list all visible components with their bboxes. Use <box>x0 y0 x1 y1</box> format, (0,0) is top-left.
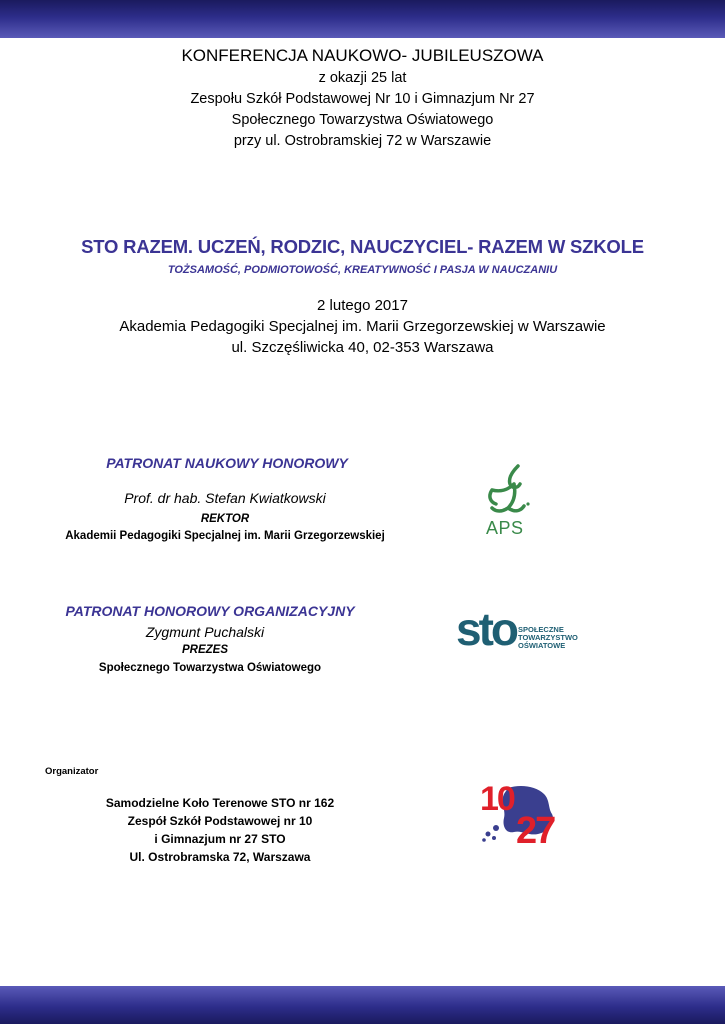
top-band <box>0 0 725 38</box>
scientific-patron-heading: PATRONAT NAUKOWY HONOROWY <box>106 455 348 471</box>
organizer-line-1: Samodzielne Koło Terenowe STO nr 162 <box>105 796 335 810</box>
rector-institution: Akademii Pedagogiki Specjalnej im. Marii Grzegorzewskiej <box>65 530 385 542</box>
street-line: przy ul. Ostrobramskiej 72 w Warszawie <box>233 133 492 149</box>
school-logo <box>478 782 570 852</box>
main-subtitle: TOŻSAMOŚĆ, PODMIOTOWOŚĆ, KREATYWNOŚĆ I PASJA W NAUCZANIU <box>167 264 558 276</box>
sto-logo <box>456 603 581 664</box>
president-name: Zygmunt Puchalski <box>145 624 265 640</box>
main-title: STO RAZEM. UCZEŃ, RODZIC, NAUCZYCIEL- RAZEM W SZKOLE <box>81 236 644 257</box>
organizer-line-2: Zespół Szkół Podstawowej nr 10 <box>127 814 313 828</box>
organizer-label: Organizator <box>45 766 99 777</box>
event-date: 2 lutego 2017 <box>317 297 408 314</box>
event-address: ul. Szczęśliwicka 40, 02-353 Warszawa <box>231 339 494 356</box>
president-institution: Społecznego Towarzystwa Oświatowego <box>98 662 322 674</box>
organizer-line-4: Ul. Ostrobramska 72, Warszawa <box>129 850 311 864</box>
school-line: Zespołu Szkół Podstawowej Nr 10 i Gimnazjum Nr 27 <box>190 91 535 107</box>
conference-title: KONFERENCJA NAUKOWO- JUBILEUSZOWA <box>181 46 544 65</box>
organizer-line-3: i Gimnazjum nr 27 STO <box>154 832 286 846</box>
society-line: Społecznego Towarzystwa Oświatowego <box>231 112 494 128</box>
president-role: PREZES <box>181 644 228 656</box>
aps-logo <box>478 462 548 542</box>
rector-name: Prof. dr hab. Stefan Kwiatkowski <box>124 490 326 506</box>
bottom-band <box>0 986 725 1024</box>
rector-role: REKTOR <box>200 513 250 525</box>
sto-logo-mark: sto <box>456 603 516 655</box>
organizer-block <box>75 794 365 866</box>
school-logo-num-27: 27 <box>516 810 555 852</box>
sto-logo-caption: SPOŁECZNE TOWARZYSTWO OŚWIATOWE <box>518 625 578 650</box>
event-info <box>0 295 725 358</box>
aps-logo-text: APS <box>486 518 524 538</box>
school-logo-num-10: 10 <box>480 780 514 818</box>
org-patron-heading: PATRONAT HONOROWY ORGANIZACYJNY <box>65 603 355 619</box>
event-venue: Akademia Pedagogiki Specjalnej im. Marii Grzegorzewskiej w Warszawie <box>119 318 606 335</box>
occasion-line: z okazji 25 lat <box>318 70 407 86</box>
